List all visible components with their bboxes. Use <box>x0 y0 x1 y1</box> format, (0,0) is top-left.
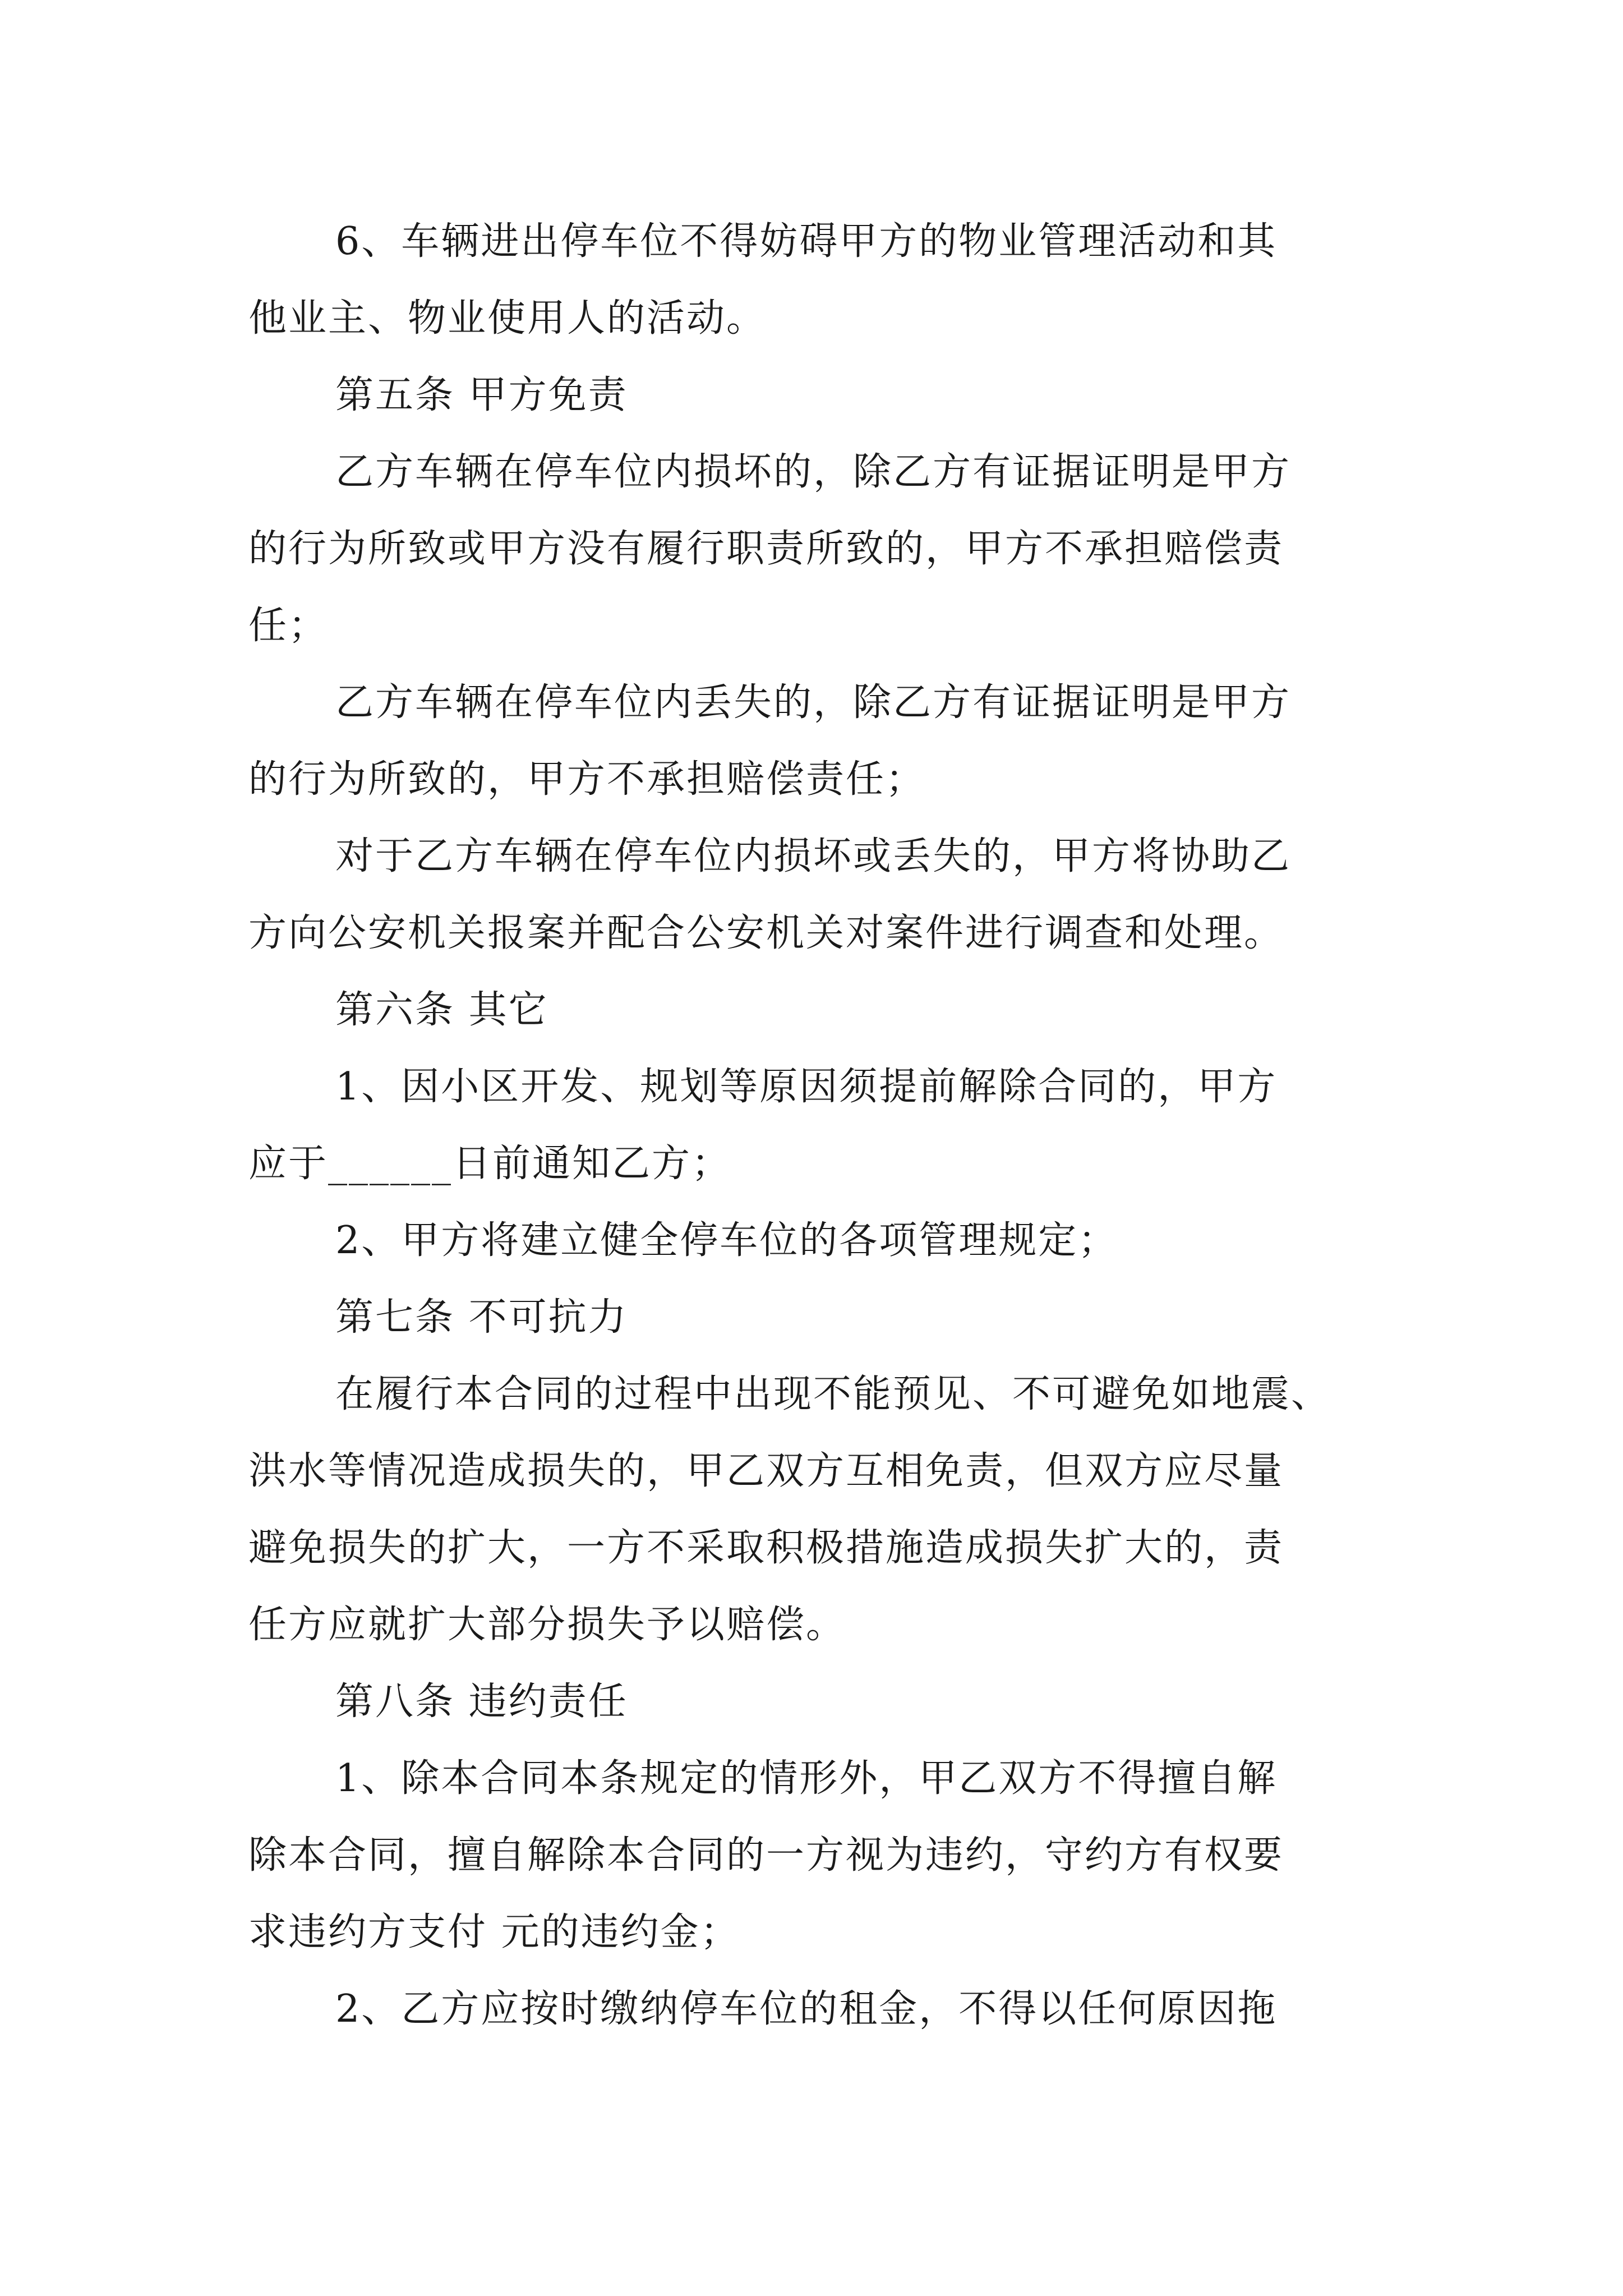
text-line: 2、乙方应按时缴纳停车位的租金，不得以任何原因拖 <box>335 1987 1278 2031</box>
text-line: 2、甲方将建立健全停车位的各项管理规定； <box>335 1218 1118 1263</box>
text-line: 6、车辆进出停车位不得妨碍甲方的物业管理活动和其 <box>335 219 1278 264</box>
text-line: 的行为所致的，甲方不承担赔偿责任； <box>248 757 926 802</box>
section-heading: 第八条 违约责任 <box>335 1680 628 1724</box>
text-line: 方向公安机关报案并配合公安机关对案件进行调查和处理。 <box>248 911 1284 955</box>
text-line: 应于______日前通知乙方； <box>248 1142 732 1186</box>
section-heading: 第七条 不可抗力 <box>335 1295 628 1340</box>
text-line: 洪水等情况造成损失的，甲乙双方互相免责，但双方应尽量 <box>248 1449 1284 1493</box>
text-line: 他业主、物业使用人的活动。 <box>248 296 767 341</box>
text-line: 1、因小区开发、规划等原因须提前解除合同的，甲方 <box>335 1065 1278 1109</box>
text-line: 对于乙方车辆在停车位内损坏或丢失的，甲方将协助乙 <box>335 834 1292 878</box>
text-line: 任方应就扩大部分损失予以赔偿。 <box>248 1603 846 1647</box>
text-line: 避免损失的扩大，一方不采取积极措施造成损失扩大的，责 <box>248 1526 1284 1570</box>
text-line: 在履行本合同的过程中出现不能预见、不可避免如地震、 <box>335 1372 1331 1416</box>
section-heading: 第六条 其它 <box>335 988 548 1032</box>
section-heading: 第五条 甲方免责 <box>335 373 628 417</box>
text-line: 的行为所致或甲方没有履行职责所致的，甲方不承担赔偿责 <box>248 527 1284 571</box>
text-line: 乙方车辆在停车位内丢失的，除乙方有证据证明是甲方 <box>335 680 1292 725</box>
text-line: 任； <box>248 604 329 648</box>
text-line: 求违约方支付 元的违约金； <box>248 1910 740 1954</box>
text-line: 1、除本合同本条规定的情形外，甲乙双方不得擅自解 <box>335 1756 1278 1801</box>
text-line: 除本合同，擅自解除本合同的一方视为违约，守约方有权要 <box>248 1833 1284 1878</box>
text-line: 乙方车辆在停车位内损坏的，除乙方有证据证明是甲方 <box>335 450 1292 494</box>
